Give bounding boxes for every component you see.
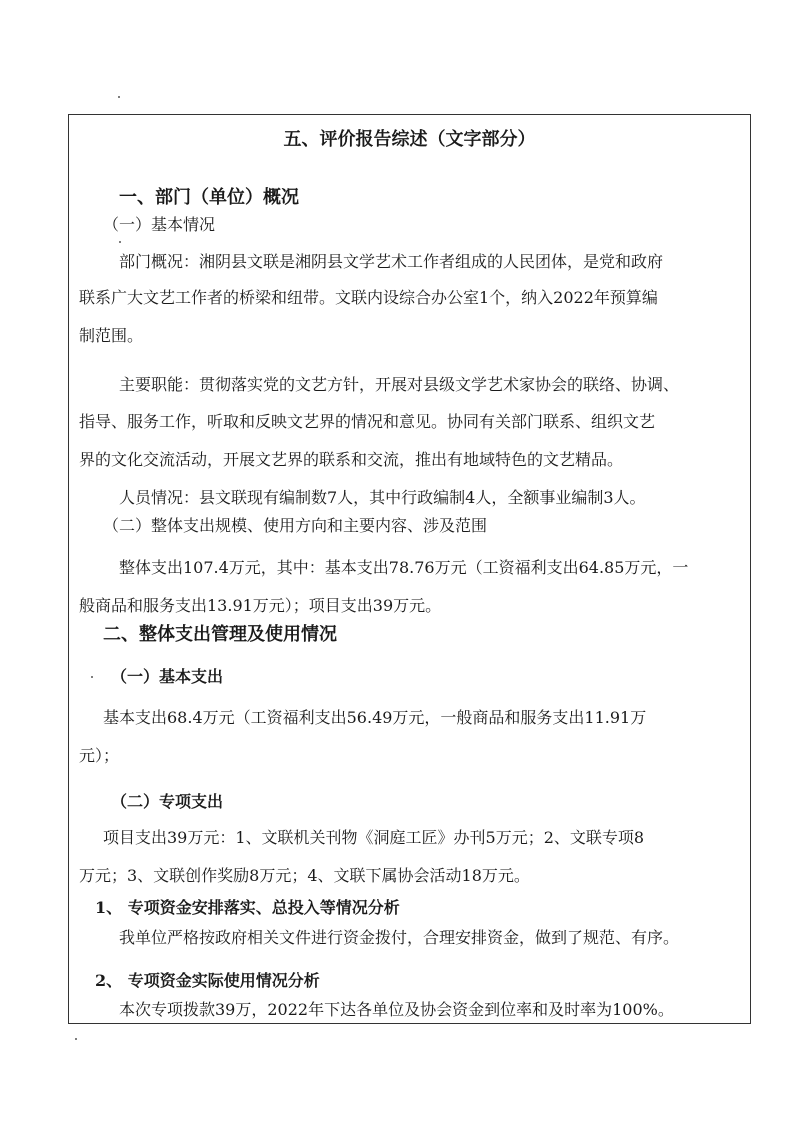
scan-speck (119, 241, 121, 243)
section1-sub1: （一）基本情况 (103, 215, 216, 234)
special-line-2: 万元；3、文联创作奖励8万元；4、文联下属协会活动18万元。 (79, 866, 530, 885)
duties-line-3: 界的文化交流活动，开展文艺界的联系和交流，推出有地域特色的文艺精品。 (79, 450, 624, 469)
item1-text: 我单位严格按政府相关文件进行资金拨付，合理安排资金，做到了规范、有序。 (119, 928, 680, 947)
special-line-1: 项目支出39万元：1、文联机关刊物《洞庭工匠》办刊5万元；2、文联专项8 (103, 828, 645, 847)
scan-speck (118, 96, 120, 98)
overview-line-3: 制范围。 (79, 326, 144, 345)
duties-line-1: 主要职能：贯彻落实党的文艺方针，开展对县级文学艺术家协会的联络、协调、 (119, 375, 680, 394)
section2-sub1: （一）基本支出 (111, 667, 224, 686)
overview-line-2: 联系广大文艺工作者的桥梁和纽带。文联内设综合办公室1个，纳入2022年预算编 (79, 288, 658, 307)
page-title: 五、评价报告综述（文字部分） (283, 129, 536, 150)
section2-heading: 二、整体支出管理及使用情况 (103, 624, 337, 645)
spend-line-2: 般商品和服务支出13.91万元）；项目支出39万元。 (79, 596, 442, 615)
item2-heading: 2、 专项资金实际使用情况分析 (95, 971, 320, 990)
duties-line-2: 指导、服务工作，听取和反映文艺界的情况和意见。协同有关部门联系、组织文艺 (79, 412, 656, 431)
basic-line-1: 基本支出68.4万元（工资福利支出56.49万元，一般商品和服务支出11.91万 (103, 708, 647, 727)
document-frame (68, 114, 751, 1024)
section2-sub2: （二）专项支出 (111, 792, 224, 811)
section1-heading: 一、部门（单位）概况 (119, 187, 299, 208)
item1-heading: 1、 专项资金安排落实、总投入等情况分析 (95, 898, 400, 917)
spend-line-1: 整体支出107.4万元，其中：基本支出78.76万元（工资福利支出64.85万元，一 (119, 558, 689, 577)
basic-line-2: 元）； (79, 746, 120, 765)
overview-line-1: 部门概况：湘阴县文联是湘阴县文学艺术工作者组成的人民团体，是党和政府 (119, 252, 664, 271)
item2-text: 本次专项拨款39万，2022年下达各单位及协会资金到位率和及时率为100%。 (119, 1000, 674, 1019)
section1-sub2: （二）整体支出规模、使用方向和主要内容、涉及范围 (103, 516, 488, 535)
scan-speck (75, 1038, 77, 1040)
scan-speck (91, 676, 93, 678)
staff-line: 人员情况：县文联现有编制数7人，其中行政编制4人，全额事业编制3人。 (119, 488, 646, 507)
